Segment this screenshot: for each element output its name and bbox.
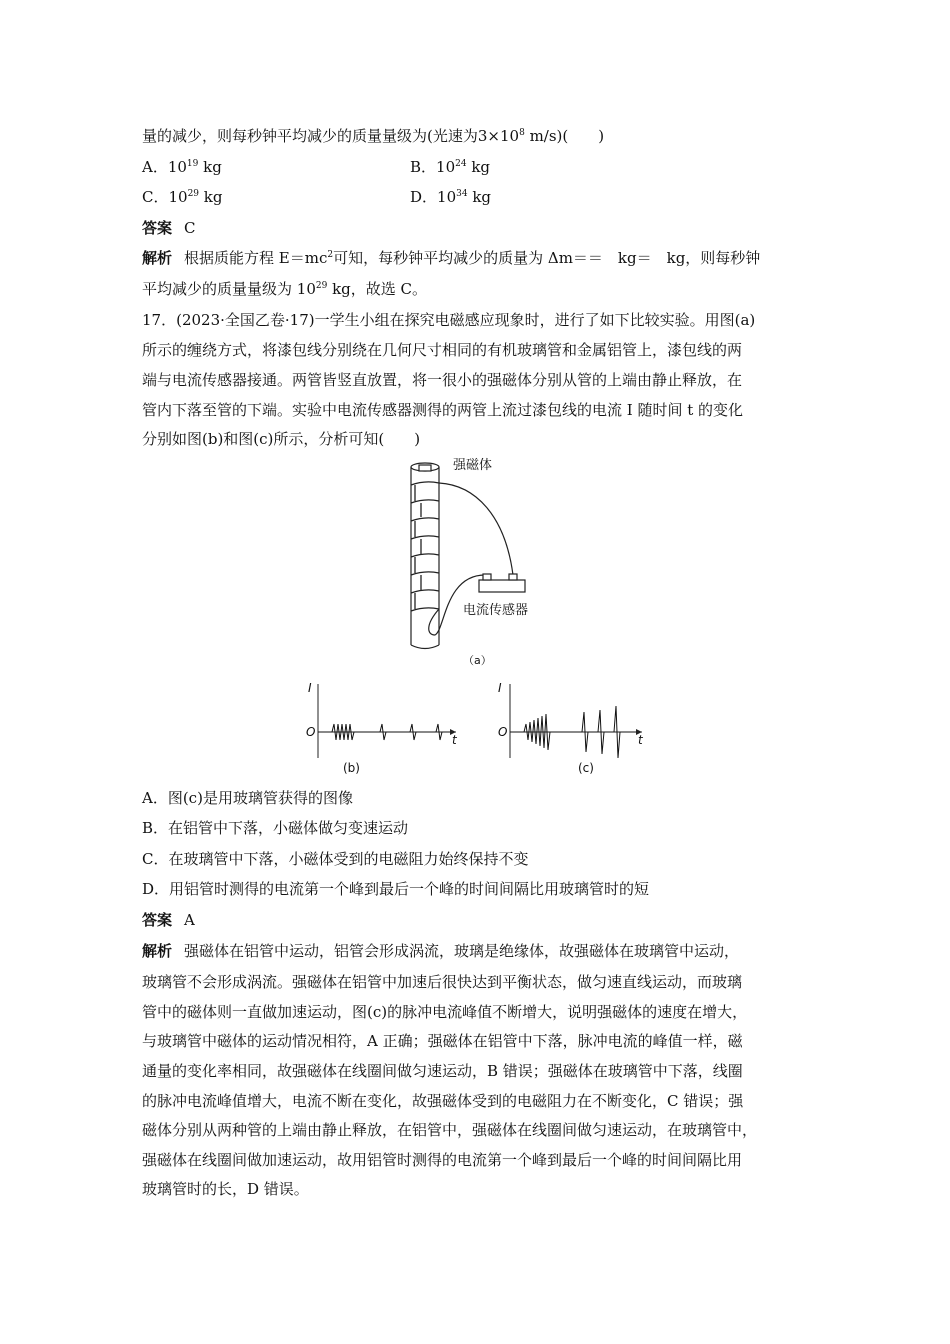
q17-analysis-line: 磁体分别从两种管的上端由静止释放，在铝管中，强磁体在线圈间做匀速运动，在玻璃管中， bbox=[142, 1121, 758, 1139]
q17-analysis-line: 玻璃管时的长，D 错误。 bbox=[142, 1180, 309, 1198]
q17-analysis-line: 的脉冲电流峰值增大，电流不断在变化，故强磁体受到的电磁阻力在不断变化，C 错误；强 bbox=[142, 1092, 744, 1110]
origin-label: O bbox=[306, 725, 316, 739]
q17-stem-line: 管内下落至管的下端。实验中电流传感器测得的两管上流过漆包线的电流 I 随时间 t 的变化 bbox=[142, 401, 744, 419]
q17-option-b: B．在铝管中下落，小磁体做匀变速运动 bbox=[142, 819, 409, 837]
q16-option-c: C．$10^{29}$ kg bbox=[142, 188, 223, 206]
q17-option-a: A．图(c)是用玻璃管获得的图像 bbox=[142, 789, 353, 807]
q17-option-d: D．用铝管时测得的电流第一个峰到最后一个峰的时间间隔比用玻璃管时的短 bbox=[142, 880, 650, 898]
q17-analysis-first: 解析 强磁体在铝管中运动，铝管会形成涡流，玻璃是绝缘体，故强磁体在玻璃管中运动， bbox=[142, 942, 740, 960]
figure-c-caption: (c) bbox=[578, 761, 594, 775]
coil bbox=[411, 482, 439, 611]
current-sensor bbox=[479, 574, 525, 592]
q17-answer bbox=[142, 910, 195, 930]
magnet bbox=[419, 465, 431, 471]
q16-stem: 量的减少，则每秒钟平均减少的质量量级为(光速为$3\times 10^8$ m/s)( ) bbox=[142, 127, 605, 145]
q16-option-b: B．$10^{24}$ kg bbox=[410, 158, 491, 176]
analysis-label: 解析 bbox=[142, 942, 173, 960]
y-axis-label: I bbox=[308, 681, 312, 695]
x-axis-label: t bbox=[452, 733, 457, 747]
q17-analysis-line: 管中的磁体则一直做加速运动，图(c)的脉冲电流峰值不断增大，说明强磁体的速度在增大， bbox=[142, 1003, 748, 1021]
answer-label: 答案 bbox=[142, 911, 173, 929]
x-axis-label: t bbox=[638, 733, 643, 747]
q17-analysis-line: 通量的变化率相同，故强磁体在线圈间做匀速运动，B 错误；强磁体在玻璃管中下落，线圈 bbox=[142, 1062, 743, 1080]
analysis-label: 解析 bbox=[142, 249, 173, 267]
q16-analysis-line1: 解析 根据质能方程 $E=mc^2$可知，每秒钟平均减少的质量为 Δm＝＝ kg＝ kg，则每秒钟 bbox=[142, 249, 761, 267]
sensor-label: 电流传感器 bbox=[463, 603, 529, 618]
figure-a bbox=[395, 455, 565, 670]
q17-analysis-line: 强磁体在线圈间做加速运动，故用铝管时测得的电流第一个峰到最后一个峰的时间间隔比用 bbox=[142, 1151, 743, 1169]
figure-a-caption: （a） bbox=[463, 654, 492, 667]
q17-stem-line: 17．(2023·全国乙卷·17)一学生小组在探究电磁感应现象时，进行了如下比较实验。用图(a) bbox=[142, 311, 756, 329]
answer-label: 答案 bbox=[142, 219, 173, 237]
q16-option-d: D．$10^{34}$ kg bbox=[410, 188, 492, 206]
q17-stem-line: 分别如图(b)和图(c)所示，分析可知( ) bbox=[142, 430, 421, 448]
origin-label: O bbox=[498, 725, 508, 739]
figure-c bbox=[490, 676, 655, 778]
answer-value: A bbox=[184, 911, 195, 929]
q16-answer bbox=[142, 218, 196, 238]
figure-b-caption: (b) bbox=[343, 761, 360, 775]
y-axis-label: I bbox=[498, 681, 502, 695]
figure-b bbox=[298, 676, 468, 778]
magnet-label: 强磁体 bbox=[453, 458, 493, 473]
q17-option-c: C．在玻璃管中下落，小磁体受到的电磁阻力始终保持不变 bbox=[142, 850, 529, 868]
q16-option-a: A．$10^{19}$ kg bbox=[142, 158, 222, 176]
q17-stem-line: 端与电流传感器接通。两管皆竖直放置，将一很小的强磁体分别从管的上端由静止释放，在 bbox=[142, 371, 743, 389]
q17-stem-line: 所示的缠绕方式，将漆包线分别绕在几何尺寸相同的有机玻璃管和金属铝管上，漆包线的两 bbox=[142, 341, 743, 359]
q17-analysis-line: 玻璃管不会形成涡流。强磁体在铝管中加速后很快达到平衡状态，做匀速直线运动，而玻璃 bbox=[142, 973, 743, 991]
q17-analysis-line: 与玻璃管中磁体的运动情况相符，A 正确；强磁体在铝管中下落，脉冲电流的峰值一样，磁 bbox=[142, 1032, 743, 1050]
answer-value: C bbox=[184, 219, 196, 237]
q16-analysis-line2: 平均减少的质量量级为 $10^{29}$ kg，故选 C。 bbox=[142, 280, 428, 298]
current-trace bbox=[510, 706, 636, 758]
